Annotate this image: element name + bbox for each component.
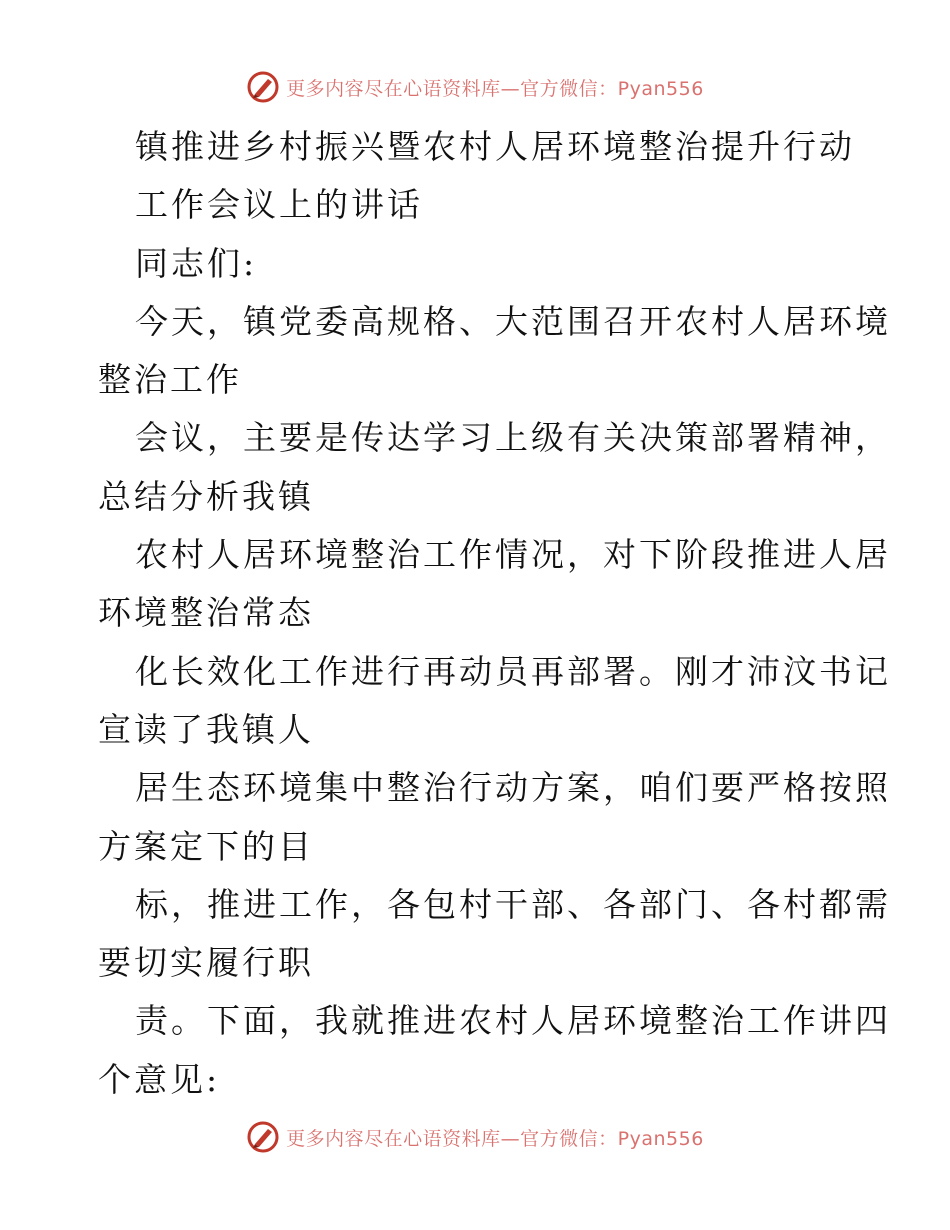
pen-logo-icon — [246, 70, 280, 104]
text-line: 个意见: — [98, 1059, 221, 1099]
text-line: 责。下面，我就推进农村人居环境整治工作讲四 — [135, 1001, 891, 1041]
text-line: 今天，镇党委高规格、大范围召开农村人居环境 — [135, 301, 891, 341]
text-line: 同志们: — [135, 243, 258, 283]
text-line: 环境整治常态 — [98, 593, 314, 633]
text-line: 整治工作 — [98, 360, 242, 400]
text-line: 镇推进乡村振兴暨农村人居环境整治提升行动 — [135, 127, 855, 166]
text-line: 总结分析我镇 — [98, 476, 314, 516]
header-watermark — [0, 70, 950, 104]
text-line: 标，推进工作，各包村干部、各部门、各村都需 — [135, 884, 891, 924]
text-line: 方案定下的目 — [98, 826, 314, 866]
text-line: 居生态环境集中整治行动方案，咱们要严格按照 — [135, 768, 891, 808]
header-watermark-text: 更多内容尽在心语资料库—官方微信：Pyan556 — [286, 77, 704, 100]
footer-watermark-text: 更多内容尽在心语资料库—官方微信：Pyan556 — [286, 1127, 704, 1150]
text-line: 工作会议上的讲话 — [135, 185, 423, 225]
text-line: 会议，主要是传达学习上级有关决策部署精神， — [135, 418, 891, 458]
text-line: 农村人居环境整治工作情况，对下阶段推进人居 — [135, 535, 891, 575]
pen-logo-icon — [246, 1120, 280, 1154]
document-body — [98, 118, 891, 1109]
footer-watermark — [0, 1120, 950, 1154]
text-line: 化长效化工作进行再动员再部署。刚才沛汶书记 — [135, 651, 891, 691]
text-line: 要切实履行职 — [98, 943, 314, 983]
text-line: 宣读了我镇人 — [98, 709, 314, 749]
